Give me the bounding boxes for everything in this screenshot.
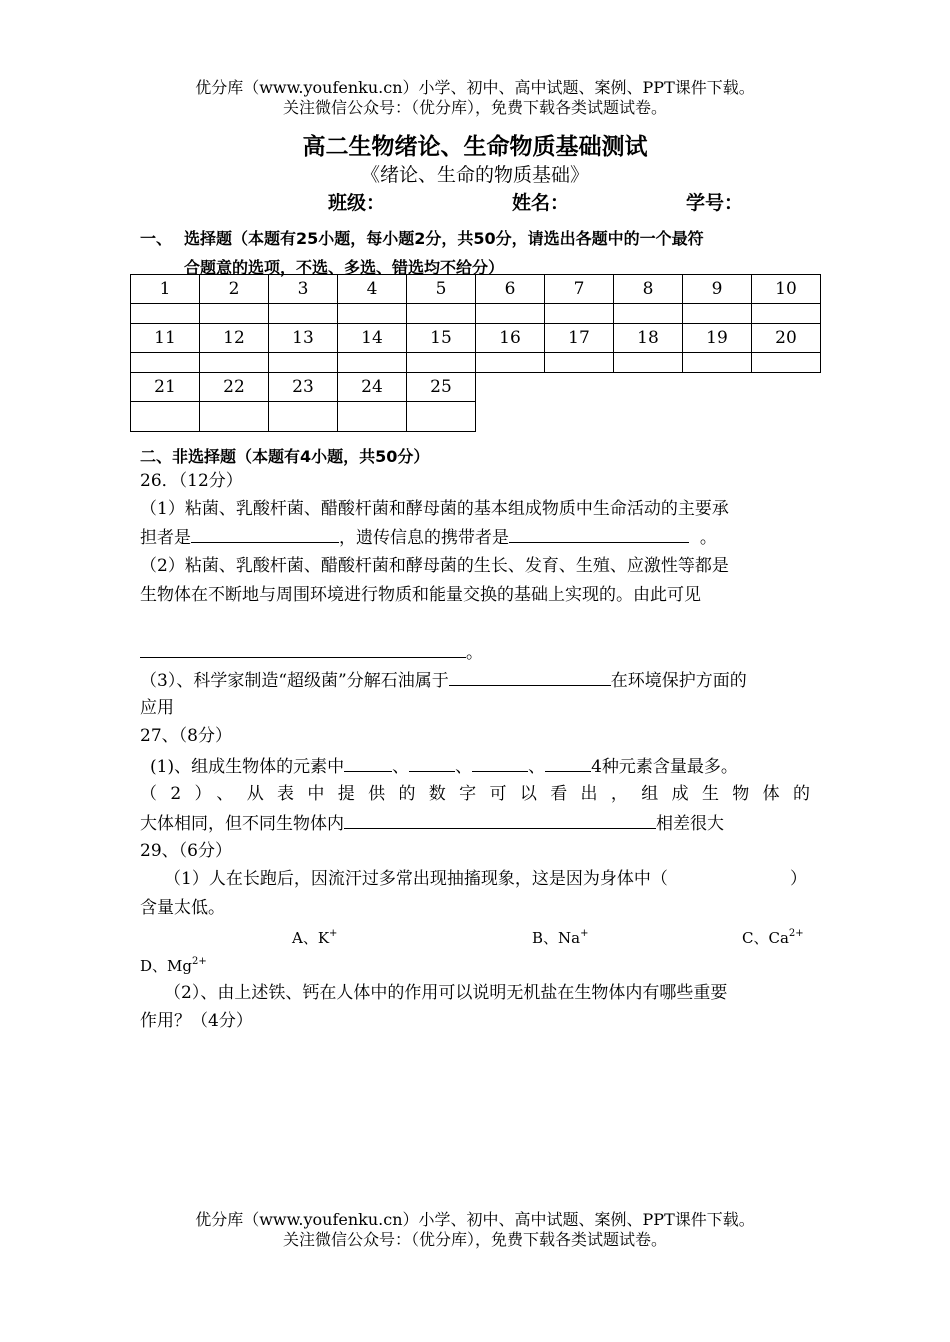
q29-heading: 29、（6分） (140, 841, 232, 861)
grid-number: 23 (269, 373, 338, 402)
q26-blank-conclusion[interactable] (140, 641, 466, 658)
grid-number: 24 (338, 373, 407, 402)
q27-p1-text-a: (1)、组成生物体的元素中 (150, 757, 345, 777)
grid-number: 21 (131, 373, 200, 402)
answer-cell[interactable] (200, 304, 269, 324)
q27-blank-4[interactable] (545, 755, 591, 772)
page-title: 高二生物绪论、生命物质基础测试 (302, 134, 648, 160)
q29-p2-line1: （2）、由上述铁、钙在人体中的作用可以说明无机盐在生物体内有哪些重要 (164, 983, 728, 1003)
grid-number: 20 (752, 324, 821, 353)
class-label: 班级： (328, 192, 386, 214)
q29-option-a[interactable]: A、K+ (292, 928, 338, 947)
q26-p3-line2: 应用 (140, 698, 174, 718)
answer-cell[interactable] (683, 304, 752, 324)
grid-number: 2 (200, 275, 269, 304)
grid-number: 14 (338, 324, 407, 353)
answer-cell[interactable] (407, 353, 476, 373)
grid-number: 19 (683, 324, 752, 353)
answer-cell[interactable] (269, 353, 338, 373)
q29-p2-line2: 作用？（4分） (140, 1011, 253, 1031)
answer-cell[interactable] (683, 353, 752, 373)
q27-blank-3[interactable] (472, 755, 528, 772)
page-subtitle: 《绪论、生命的物质基础》 (360, 164, 589, 186)
section2-heading: 二、非选择题（本题有4小题，共50分） (140, 447, 430, 466)
q26-blank-nucleic-acid[interactable] (509, 526, 689, 543)
q26-p2-end: 。 (466, 643, 483, 663)
grid-number: 12 (200, 324, 269, 353)
header-line-1: 优分库（www.youfenku.cn）小学、初中、高中试题、案例、PPT课件下载。 (195, 78, 755, 97)
q27-p1-text-b: 4种元素含量最多。 (591, 757, 738, 777)
answer-cell[interactable] (614, 304, 683, 324)
q26-p3-text-b: 在环境保护方面的 (610, 671, 747, 691)
q27-blank-1[interactable] (344, 755, 392, 772)
answer-cell[interactable] (269, 304, 338, 324)
q26-p1-text-c: 。 (699, 528, 717, 548)
student-id-label: 学号： (686, 192, 744, 214)
answer-cell[interactable] (476, 353, 545, 373)
q29-p1-line1-b: ） (790, 869, 807, 889)
q26-p3-line1 (140, 669, 747, 692)
answer-cell[interactable] (476, 304, 545, 324)
q27-heading: 27、（8分） (140, 726, 232, 746)
q29-option-c[interactable]: C、$Ca^{2+}$ (742, 928, 804, 947)
q26-p1-text-a: 担者是 (140, 528, 191, 548)
answer-cell[interactable] (752, 353, 821, 373)
answer-cell[interactable] (752, 304, 821, 324)
answer-cell[interactable] (614, 353, 683, 373)
q26-p2-answer (140, 641, 483, 664)
q29-p1-line2: 含量太低。 (140, 898, 225, 918)
grid-number: 13 (269, 324, 338, 353)
q29-option-b[interactable]: B、Na+ (532, 928, 589, 947)
answer-cell[interactable] (269, 402, 338, 432)
section1-instructions-line1: 选择题（本题有25小题，每小题2分，共50分，请选出各题中的一个最符 (184, 229, 704, 248)
q27-p2-text-b: 相差很大 (656, 814, 724, 834)
q29-p1-line1-a: （1）人在长跑后，因流汗过多常出现抽搐现象，这是因为身体中（ (164, 869, 668, 889)
answer-cell[interactable] (131, 353, 200, 373)
q26-p1-line2 (140, 526, 717, 549)
answer-cell[interactable] (545, 353, 614, 373)
footer-line-1: 优分库（www.youfenku.cn）小学、初中、高中试题、案例、PPT课件下载。 (195, 1210, 755, 1229)
q26-blank-protein[interactable] (191, 526, 339, 543)
q27-p1: (1)、组成生物体的元素中 、 、 、 4种元素含量最多。 (150, 757, 738, 777)
q29-option-d[interactable]: D、$Mg^{2+}$ (140, 956, 207, 975)
grid-number: 18 (614, 324, 683, 353)
grid-number: 9 (683, 275, 752, 304)
grid-number: 1 (131, 275, 200, 304)
grid-number: 11 (131, 324, 200, 353)
header-line-2: 关注微信公众号：（优分库），免费下载各类试题试卷。 (282, 98, 667, 117)
grid-number: 25 (407, 373, 476, 402)
q26-p1-line1: （1）粘菌、乳酸杆菌、醋酸杆菌和酵母菌的基本组成物质中生命活动的主要承 (140, 499, 729, 519)
answer-grid (130, 274, 821, 432)
section1-instructions-line2: 合题意的选项，不选、多选、错选均不给分） (184, 258, 505, 277)
answer-cell[interactable] (200, 353, 269, 373)
grid-number: 10 (752, 275, 821, 304)
answer-cell[interactable] (338, 402, 407, 432)
answer-cell[interactable] (407, 304, 476, 324)
q26-p3-text-a: （3）、科学家制造“超级菌”分解石油属于 (140, 671, 449, 691)
answer-cell[interactable] (338, 353, 407, 373)
grid-number: 8 (614, 275, 683, 304)
q26-p1-text-b: ，遗传信息的携带者是 (339, 528, 509, 548)
answer-cell[interactable] (407, 402, 476, 432)
grid-number: 3 (269, 275, 338, 304)
answer-cell[interactable] (131, 304, 200, 324)
q26-p2-line1: （2）粘菌、乳酸杆菌、醋酸杆菌和酵母菌的生长、发育、生殖、应激性等都是 (140, 556, 729, 576)
q27-p2-line2 (140, 812, 724, 835)
section1-number: 一、 (140, 229, 173, 248)
answer-cell[interactable] (200, 402, 269, 432)
q26-heading: 26．（12分） (140, 471, 243, 491)
grid-number: 16 (476, 324, 545, 353)
answer-cell[interactable] (338, 304, 407, 324)
grid-number: 17 (545, 324, 614, 353)
grid-number: 5 (407, 275, 476, 304)
q26-blank-application[interactable] (449, 669, 611, 686)
grid-number: 22 (200, 373, 269, 402)
grid-number: 4 (338, 275, 407, 304)
answer-cell[interactable] (131, 402, 200, 432)
grid-number: 7 (545, 275, 614, 304)
name-label: 姓名： (512, 192, 570, 214)
q27-blank-5[interactable] (344, 812, 656, 829)
grid-number: 6 (476, 275, 545, 304)
answer-cell[interactable] (545, 304, 614, 324)
footer-line-2: 关注微信公众号：（优分库），免费下载各类试题试卷。 (282, 1230, 667, 1249)
q27-p2-text-a: 大体相同，但不同生物体内 (140, 814, 344, 834)
grid-number: 15 (407, 324, 476, 353)
q27-p2-line1: （2）、从表中提供的数字可以看出，组成生物体的 (140, 784, 810, 804)
q26-p2-line2: 生物体在不断地与周围环境进行物质和能量交换的基础上实现的。由此可见 (140, 585, 701, 605)
q27-blank-2[interactable] (409, 755, 455, 772)
